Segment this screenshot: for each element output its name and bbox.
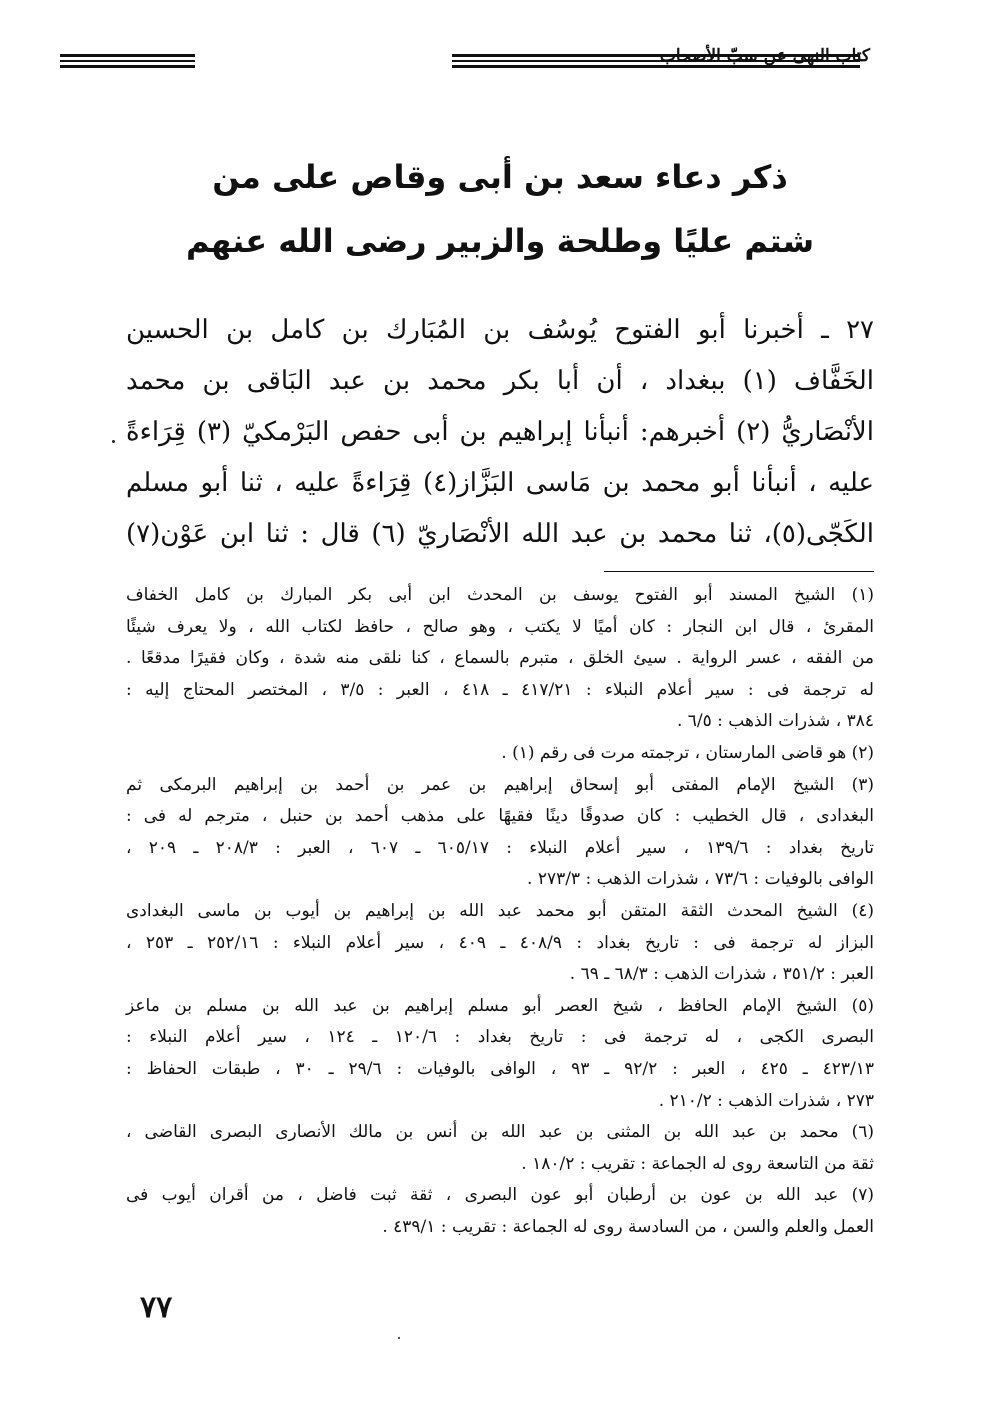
page-number: ٧٧	[140, 1290, 173, 1325]
running-header	[60, 42, 870, 82]
footnote-line: ٣٨٤ ، شذرات الذهب : ٦/٥ .	[676, 711, 874, 732]
header-rule-left	[60, 54, 195, 68]
main-text-line: الأنْصَاريُّ (٢) أخبرهم: أنبأنا إبراهيم بن أبى حفص البَرْمكيّ (٣) قِرَاءةً	[126, 417, 874, 447]
footnote-line: (٤) الشيخ المحدث الثقة المتقن أبو محمد عبد الله بن إبراهيم بن أيوب بن ماسى البغدادى	[126, 900, 874, 921]
footnote-line: له ترجمة فى : سير أعلام النبلاء : ٤١٧/٢١ ـ ٤١٨ ، العبر : ٣/٥ ، المختصر المحتاج إليه :	[126, 679, 874, 700]
footnote-line: البغدادى ، قال الخطيب : كان صدوقًا دينًا فقيهًا على مذهب أحمد بن حنبل ، مترجم له فى :	[126, 806, 874, 827]
footnote-line: العمل والعلم والسن ، من السادسة روى له الجماعة : تقريب : ٤٣٩/١ .	[382, 1216, 874, 1237]
footnote-4	[126, 896, 874, 991]
scan-speck	[112, 440, 115, 443]
header-title: كتاب النهى عن سبّ الأصحاب	[659, 46, 870, 66]
footnotes	[126, 580, 874, 1243]
footnote-line: (٦) محمد بن عبد الله بن المثنى بن عبد الله بن أنس بن مالك الأنصارى البصرى القاضى ،	[126, 1122, 874, 1143]
scan-speck	[398, 1337, 400, 1339]
footnote-line: البزاز له ترجمة فى : تاريخ بغداد : ٤٠٨/٩ ـ ٤٠٩ ، سير أعلام النبلاء : ٢٥٢/١٦ ـ ٢٥٣ ،	[126, 932, 875, 953]
footnote-1	[126, 580, 874, 738]
footnote-separator	[604, 571, 874, 572]
chapter-title-line-2: شتم عليًا وطلحة والزبير رضى الله عنهم	[185, 222, 815, 260]
footnote-5	[126, 991, 874, 1117]
footnote-line: (٥) الشيخ الإمام الحافظ ، شيخ العصر أبو مسلم إبراهيم بن عبد الله بن مسلم بن ماعز	[126, 995, 874, 1016]
footnote-line: ثقة من التاسعة روى له الجماعة : تقريب : ١٨٠/٢ .	[521, 1153, 874, 1174]
footnote-line: ٢٧٣ ، شذرات الذهب : ٢١٠/٢ .	[658, 1090, 874, 1111]
footnote-line: (٣) الشيخ الإمام المفتى أبو إسحاق إبراهيم بن عمر بن أحمد بن إبراهيم البرمكى ثم	[126, 774, 874, 795]
footnote-7	[126, 1180, 874, 1243]
footnote-line: (٢) هو قاضى المارستان ، ترجمته مرت فى رقم (١) .	[501, 742, 874, 763]
footnote-line: المقرئ ، قال ابن النجار : كان أميًا لا يكتب ، وهو صالح ، حافظ لكتاب الله ، ولا يعرف شيئًا	[126, 616, 874, 637]
main-text	[126, 305, 874, 560]
main-text-line: الكَجّى(٥)، ثنا محمد بن عبد الله الأنْصَاريّ (٦) قال : ثنا ابن عَوْن(٧)	[126, 519, 874, 549]
footnote-line: (٧) عبد الله بن عون بن أرطبان أبو عون البصرى ، ثقة ثبت فاضل ، من أقران أيوب فى	[126, 1185, 874, 1206]
chapter-title-line-1: ذكر دعاء سعد بن أبى وقاص على من	[212, 158, 788, 196]
footnote-6	[126, 1117, 874, 1180]
footnote-line: الوافى بالوفيات : ٧٣/٦ ، شذرات الذهب : ٢٧٣/٣ .	[527, 869, 874, 890]
footnote-line: (١) الشيخ المسند أبو الفتوح يوسف بن المحدث ابن أبى بكر المبارك بن كامل الخفاف	[126, 585, 874, 605]
main-text-line: ٢٧ ـ أخبرنا أبو الفتوح يُوسُف بن المُبَارك بن كامل بن الحسين	[126, 315, 874, 345]
footnote-line: ٤٢٣/١٣ ـ ٤٢٥ ، العبر : ٩٢/٢ ـ ٩٣ ، الوافى بالوفيات : ٢٩/٦ ـ ٣٠ ، طبقات الحفاظ :	[126, 1058, 874, 1079]
footnote-line: البصرى الكجى ، له ترجمة فى : تاريخ بغداد : ١٢٠/٦ ـ ١٢٤ ، سير أعلام النبلاء :	[126, 1027, 874, 1048]
footnote-line: العبر : ٣٥١/٢ ، شذرات الذهب : ٦٨/٣ ـ ٦٩ .	[569, 964, 874, 985]
main-text-line: عليه ، أنبأنا أبو محمد بن مَاسى البَزَّاز(٤) قِرَاءةً عليه ، ثنا أبو مسلم	[126, 468, 874, 498]
footnote-2	[126, 738, 874, 770]
footnote-3	[126, 770, 874, 896]
main-text-line: الخَفَّاف (١) ببغداد ، أن أبا بكر محمد بن عبد البَاقى بن محمد	[126, 366, 874, 396]
footnote-line: تاريخ بغداد : ١٣٩/٦ ، سير أعلام النبلاء : ٦٠٥/١٧ ـ ٦٠٧ ، العبر : ٢٠٨/٣ ـ ٢٠٩ ،	[126, 837, 875, 858]
footnote-line: من الفقه ، عسر الرواية . سيئ الخلق ، متبرم بالسماع ، كنا نلقى منه شدة ، وكان فقيرًا مدقعًا .	[126, 648, 874, 669]
